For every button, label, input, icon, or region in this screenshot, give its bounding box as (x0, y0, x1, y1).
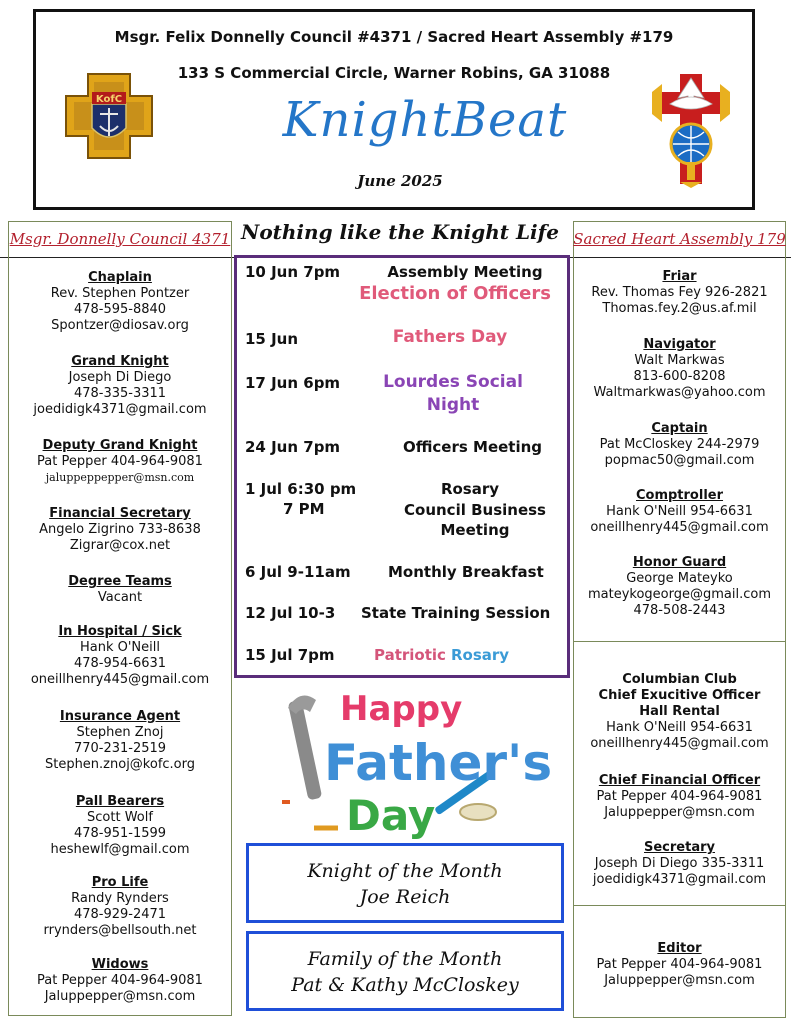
officer-email: heshewlf@gmail.com (50, 842, 190, 857)
happy-text: Happy (340, 689, 463, 729)
day-text: Day (346, 791, 436, 840)
officer-financial-secretary (8, 506, 232, 554)
officer-email: popmac50@gmail.com (604, 453, 755, 468)
officer-name: Walt Markwas (634, 353, 725, 368)
officer-email: Thomas.fey.2@us.af.mil (602, 301, 757, 316)
officer-grand-knight (8, 354, 232, 418)
club-role: Columbian Club (622, 672, 737, 687)
knight-of-the-month (246, 843, 564, 923)
fourth-degree-emblem-icon (648, 64, 734, 190)
event-date: 12 Jul 10-3 (245, 604, 336, 622)
event-date: 10 Jun 7pm (245, 263, 341, 281)
officer-role: Degree Teams (68, 574, 172, 589)
officer-pro-life (8, 875, 232, 939)
svg-text:KofC: KofC (95, 94, 123, 105)
officer-role: Honor Guard (632, 555, 727, 570)
officer-secretary (573, 840, 786, 888)
officer-name: Stephen Znoj (76, 725, 164, 740)
officer-email: Stephen.znoj@kofc.org (44, 757, 196, 772)
officer-email: joedidigk4371@gmail.com (592, 872, 767, 887)
officer-phone: 478-929-2471 (73, 907, 167, 922)
officer-columbian-club (573, 672, 786, 752)
event-title: Assembly Meeting (387, 263, 543, 281)
officer-name: Randy Rynders (71, 891, 169, 906)
officer-name: Hank O'Neill 954-6631 (606, 720, 753, 735)
officer-name: Angelo Zigrino 733-8638 (39, 522, 201, 537)
assembly-heading: Sacred Heart Assembly 179 (573, 230, 786, 248)
officer-honor-guard (573, 555, 786, 619)
officer-email: Jaluppepper@msn.com (604, 805, 755, 820)
issue-date: June 2025 (357, 172, 443, 190)
event-title: Monthly Breakfast (388, 563, 544, 581)
officer-email: Jaluppepper@msn.com (604, 973, 755, 988)
officer-email: joedidigk4371@gmail.com (33, 402, 207, 417)
officer-name: Rev. Stephen Pontzer (50, 286, 190, 301)
event-subtitle: Election of Officers (359, 283, 551, 304)
event-date: 6 Jul 9-11am (245, 563, 351, 581)
officer-hospital-sick (8, 624, 232, 688)
officer-phone: 478-335-3311 (73, 386, 167, 401)
officer-role: Chief Financial Officer (598, 773, 761, 788)
officer-email: jaluppeppepper@msn.com (45, 471, 195, 484)
council-address: 133 S Commercial Circle, Warner Robins, GA 31088 (177, 64, 611, 82)
officer-email: Zigrar@cox.net (69, 538, 171, 553)
officer-email: Waltmarkwas@yahoo.com (593, 385, 766, 400)
officer-name: Pat Pepper 404-964-9081 (37, 454, 203, 469)
officer-role: Navigator (643, 337, 716, 352)
officer-name: Scott Wolf (87, 810, 153, 825)
event-title: Fathers Day (392, 327, 508, 347)
officer-role: Comptroller (635, 488, 724, 503)
award-label: Knight of the Month (307, 860, 503, 882)
officer-role: In Hospital / Sick (58, 624, 182, 639)
officer-phone: 813-600-8208 (633, 369, 726, 384)
panel-divider (573, 641, 786, 642)
officer-name: Joseph Di Diego (68, 370, 172, 385)
officer-insurance-agent (8, 709, 232, 773)
officer-role: Secretary (644, 840, 715, 855)
officer-name: Pat Pepper 404-964-9081 (596, 957, 763, 972)
officer-email: Spontzer@diosav.org (51, 318, 189, 333)
event-date: 17 Jun 6pm (245, 374, 341, 392)
event-title: Officers Meeting (402, 438, 543, 456)
officer-role: Friar (662, 269, 697, 284)
officer-role: Captain (651, 421, 708, 436)
officer-email: rrynders@bellsouth.net (43, 923, 197, 938)
officer-role: Editor (657, 941, 702, 956)
event-title: State Training Session (361, 604, 551, 622)
fathers-day-art (280, 680, 553, 840)
officer-role: Chaplain (88, 270, 152, 285)
officer-email: oneillhenry445@gmail.com (590, 736, 769, 751)
officer-cfo (573, 773, 786, 821)
award-label: Family of the Month (307, 948, 503, 970)
officer-email: mateykogeorge@gmail.com (587, 587, 771, 602)
officer-role: Grand Knight (71, 354, 169, 369)
event-date: 24 Jun 7pm (245, 438, 341, 456)
officer-name: Pat Pepper 404-964-9081 (596, 789, 763, 804)
event-date: 15 Jul 7pm (245, 646, 335, 664)
officer-friar (573, 269, 786, 317)
officer-name: Hank O'Neill 954-6631 (606, 504, 753, 519)
event-date: 1 Jul 6:30 pm (245, 480, 357, 498)
fathers-text: Father's (324, 734, 553, 792)
event-title-part2: Rosary (451, 646, 510, 664)
officer-email: oneillhenry445@gmail.com (30, 672, 210, 687)
officer-deputy-grand-knight (8, 438, 232, 486)
tagline: Nothing like the Knight Life (241, 220, 559, 244)
officer-name: Pat McCloskey 244-2979 (599, 437, 760, 452)
officer-widows (8, 957, 232, 1005)
event-title: Rosary (440, 480, 500, 498)
event-date-secondary: 7 PM (283, 500, 325, 518)
council-title: Msgr. Felix Donnelly Council #4371 / Sacred Heart Assembly #179 (114, 28, 674, 46)
kofc-emblem-icon (62, 66, 156, 166)
officer-name: Rev. Thomas Fey 926-2821 (591, 285, 768, 300)
officer-email: Jaluppepper@msn.com (44, 989, 196, 1004)
officer-role: Pall Bearers (75, 794, 165, 809)
officer-name: Joseph Di Diego 335-3311 (594, 856, 765, 871)
event-date: 15 Jun (245, 330, 299, 348)
club-role-hall-rental: Hall Rental (639, 704, 720, 719)
officer-name: Hank O'Neill (79, 640, 160, 655)
officer-phone: 478-951-1599 (73, 826, 167, 841)
officer-role: Deputy Grand Knight (42, 438, 198, 453)
event-title-secondary: Council Business Meeting (404, 501, 546, 539)
officer-role: Widows (91, 957, 149, 972)
officer-name: George Mateyko (626, 571, 733, 586)
officer-name: Vacant (97, 590, 143, 605)
officer-role: Financial Secretary (49, 506, 191, 521)
award-name: Joe Reich (359, 886, 451, 908)
officer-phone: 478-954-6631 (73, 656, 167, 671)
panel-divider (573, 905, 786, 906)
officer-degree-teams (8, 574, 232, 606)
officer-captain (573, 421, 786, 469)
officer-role: Pro Life (91, 875, 149, 890)
family-of-the-month (246, 931, 564, 1011)
officer-pall-bearers (8, 794, 232, 858)
officer-comptroller (573, 488, 786, 536)
officer-editor (573, 941, 786, 989)
officer-chaplain (8, 270, 232, 334)
award-name: Pat & Kathy McCloskey (291, 974, 519, 996)
officer-phone: 478-595-8840 (73, 302, 167, 317)
officer-phone: 770-231-2519 (73, 741, 167, 756)
officer-phone: 478-508-2443 (633, 603, 726, 618)
newsletter-title: KnightBeat (282, 92, 568, 148)
council-heading: Msgr. Donnelly Council 4371 (9, 230, 231, 248)
officer-name: Pat Pepper 404-964-9081 (37, 973, 203, 988)
event-title: Lourdes Social Night (383, 372, 523, 415)
officer-role: Insurance Agent (59, 709, 181, 724)
officer-email: oneillhenry445@gmail.com (590, 520, 769, 535)
club-role-ceo: Chief Exucitive Officer (598, 688, 761, 703)
event-title-part1: Patriotic (374, 646, 446, 664)
officer-navigator (573, 337, 786, 401)
